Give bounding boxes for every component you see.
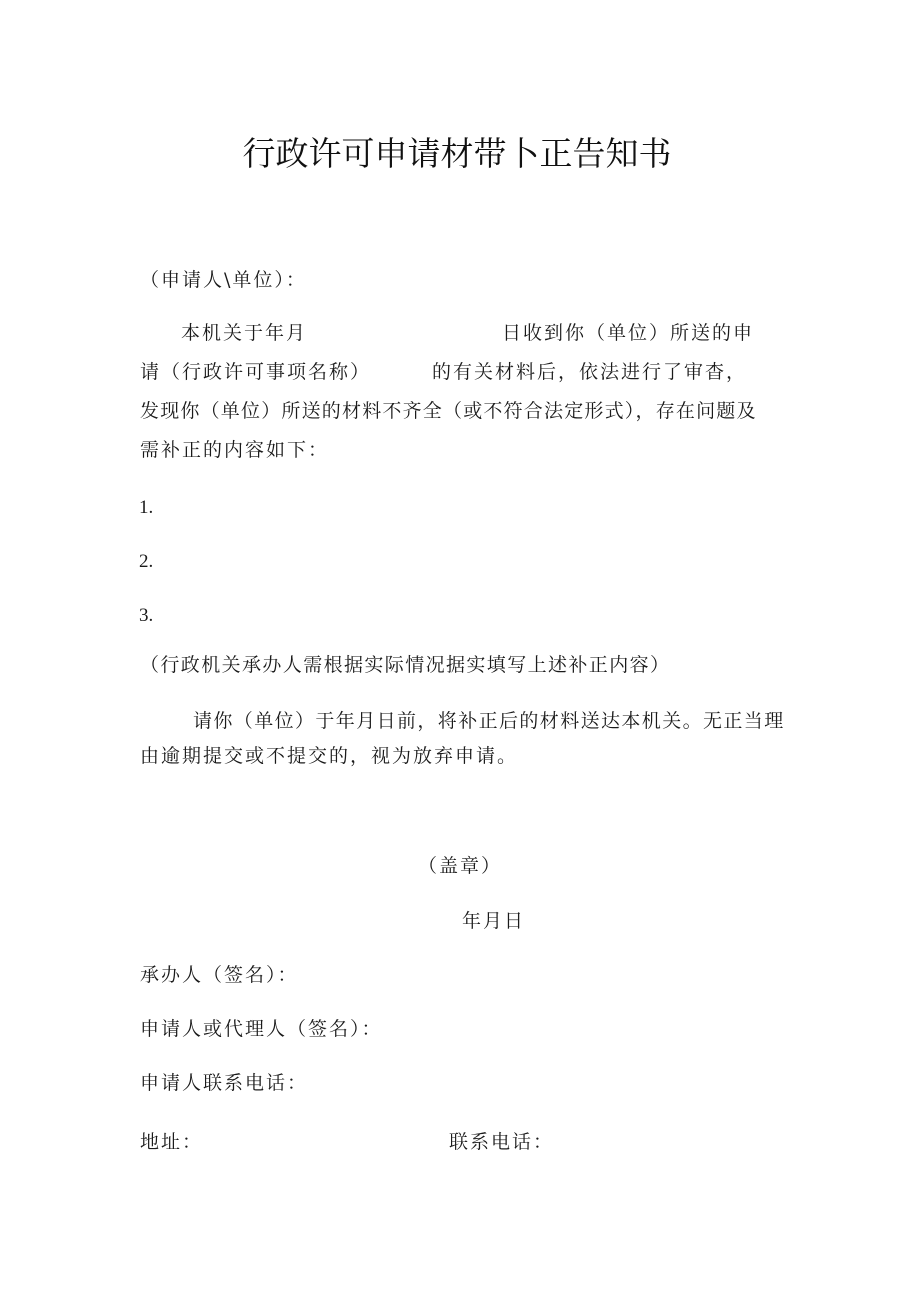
para1-line4: 需补正的内容如下： bbox=[140, 439, 330, 461]
addressee-line: （申请人\单位）： bbox=[140, 269, 307, 291]
para1-line3: 发现你（单位）所送的材料不齐全（或不符合法定形式），存在问题及 bbox=[140, 400, 757, 422]
para1-line1-end: 日收到你（单位）所送的申 bbox=[502, 322, 755, 344]
list-item-1: 1. bbox=[139, 497, 154, 518]
document-title: 行政许可申请材带卜正告知书 bbox=[242, 134, 672, 173]
list-item-3: 3. bbox=[139, 605, 154, 626]
para1-line2-end: 的有关材料后，依法进行了审杳， bbox=[432, 361, 748, 383]
contact-phone-label: 联系电话： bbox=[449, 1131, 555, 1153]
list-item-2: 2. bbox=[139, 551, 154, 572]
handler-signature-label: 承办人（签名）： bbox=[140, 964, 299, 986]
seal-label: （盖章） bbox=[418, 855, 503, 877]
para1-line1-start: 本机关于年月 bbox=[181, 322, 308, 344]
para2-line1: 请你（单位）于年月日前，将补正后的材料送达本机关。无正当理 bbox=[193, 710, 785, 732]
para2-line2: 由逾期提交或不提交的，视为放弃申请。 bbox=[140, 745, 519, 767]
para1-line2-start: 请（行政许可事项名称） bbox=[140, 361, 372, 383]
applicant-signature-label: 申请人或代理人（签名）： bbox=[140, 1018, 383, 1040]
applicant-phone-label: 申请人联系电话： bbox=[140, 1072, 309, 1094]
date-label: 年月日 bbox=[462, 910, 526, 932]
address-label: 地址： bbox=[140, 1131, 204, 1153]
instruction-note: （行政机关承办人需根据实际情况据实填写上述补正内容） bbox=[140, 654, 671, 676]
